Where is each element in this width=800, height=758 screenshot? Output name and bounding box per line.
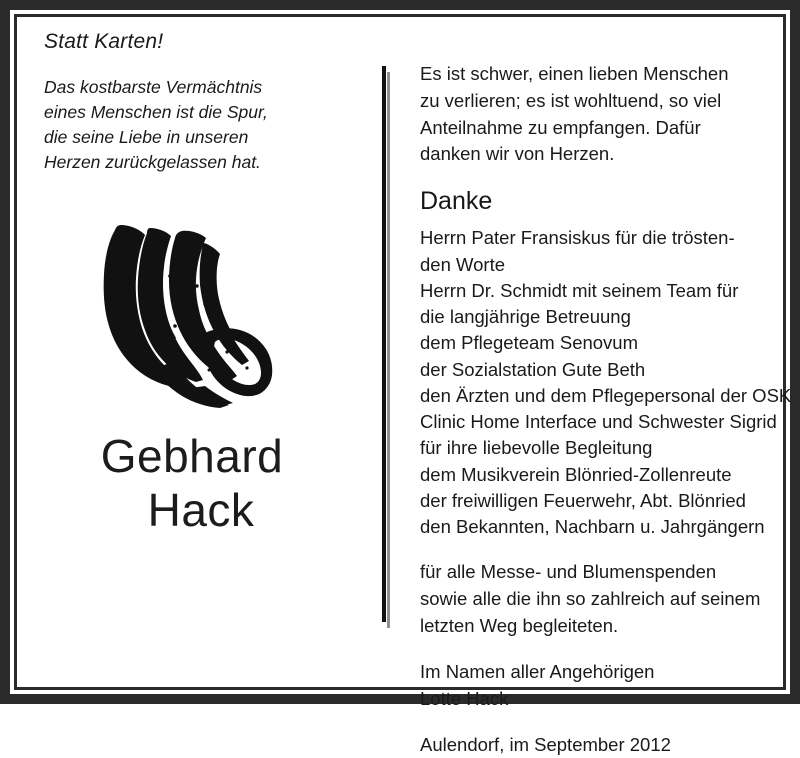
thanks-line: Herrn Dr. Schmidt mit seinem Team für <box>420 278 765 304</box>
thanks-line: der Sozialstation Gute Beth <box>420 357 765 383</box>
spacer <box>420 713 765 732</box>
signature-block <box>420 659 765 713</box>
deceased-last-name: Hack <box>17 483 367 537</box>
verse-line: eines Menschen ist die Spur, <box>44 100 374 125</box>
verse-line: Herzen zurückgelassen hat. <box>44 150 374 175</box>
vertical-divider <box>382 66 386 622</box>
closing-paragraph <box>420 559 765 639</box>
deceased-first-name: Gebhard <box>17 429 367 483</box>
praying-hands-icon <box>57 200 297 410</box>
left-column <box>44 30 374 174</box>
intro-paragraph <box>420 61 765 168</box>
right-column <box>420 61 765 758</box>
thanks-line: Herrn Pater Fransiskus für die trösten- <box>420 225 765 251</box>
spacer <box>420 640 765 659</box>
thanks-line: für ihre liebevolle Begleitung <box>420 435 765 461</box>
verse-line: die seine Liebe in unseren <box>44 125 374 150</box>
place-and-date: Aulendorf, im September 2012 <box>420 732 765 758</box>
thanks-list <box>420 225 765 540</box>
thanks-line: den Worte <box>420 252 765 278</box>
vertical-divider-shadow <box>387 72 390 628</box>
memorial-verse <box>44 75 374 174</box>
spacer <box>420 540 765 559</box>
thanks-line: Clinic Home Interface und Schwester Sigrid <box>420 409 765 435</box>
thanks-line: dem Pflegeteam Senovum <box>420 330 765 356</box>
closing-line: für alle Messe- und Blumenspenden <box>420 559 765 586</box>
card-content <box>17 17 783 687</box>
intro-line: danken wir von Herzen. <box>420 141 765 168</box>
verse-line: Das kostbarste Vermächtnis <box>44 75 374 100</box>
intro-line: zu verlieren; es ist wohltuend, so viel <box>420 88 765 115</box>
thanks-heading: Danke <box>420 189 765 214</box>
intro-line: Anteilnahme zu empfangen. Dafür <box>420 115 765 142</box>
thanks-line: der freiwilligen Feuerwehr, Abt. Blönried <box>420 488 765 514</box>
thanks-line: dem Musikverein Blönried-Zollenreute <box>420 462 765 488</box>
thanks-line: den Ärzten und dem Pflegepersonal der OSK <box>420 383 765 409</box>
thanks-line: die langjährige Betreuung <box>420 304 765 330</box>
closing-line: sowie alle die ihn so zahlreich auf seinem <box>420 586 765 613</box>
deceased-name <box>17 429 367 538</box>
signature-line: Lotte Hack <box>420 686 765 713</box>
signature-line: Im Namen aller Angehörigen <box>420 659 765 686</box>
intro-line: Es ist schwer, einen lieben Menschen <box>420 61 765 88</box>
statt-karten-heading: Statt Karten! <box>44 30 374 53</box>
thanks-line: den Bekannten, Nachbarn u. Jahrgängern <box>420 514 765 540</box>
closing-line: letzten Weg begleiteten. <box>420 613 765 640</box>
